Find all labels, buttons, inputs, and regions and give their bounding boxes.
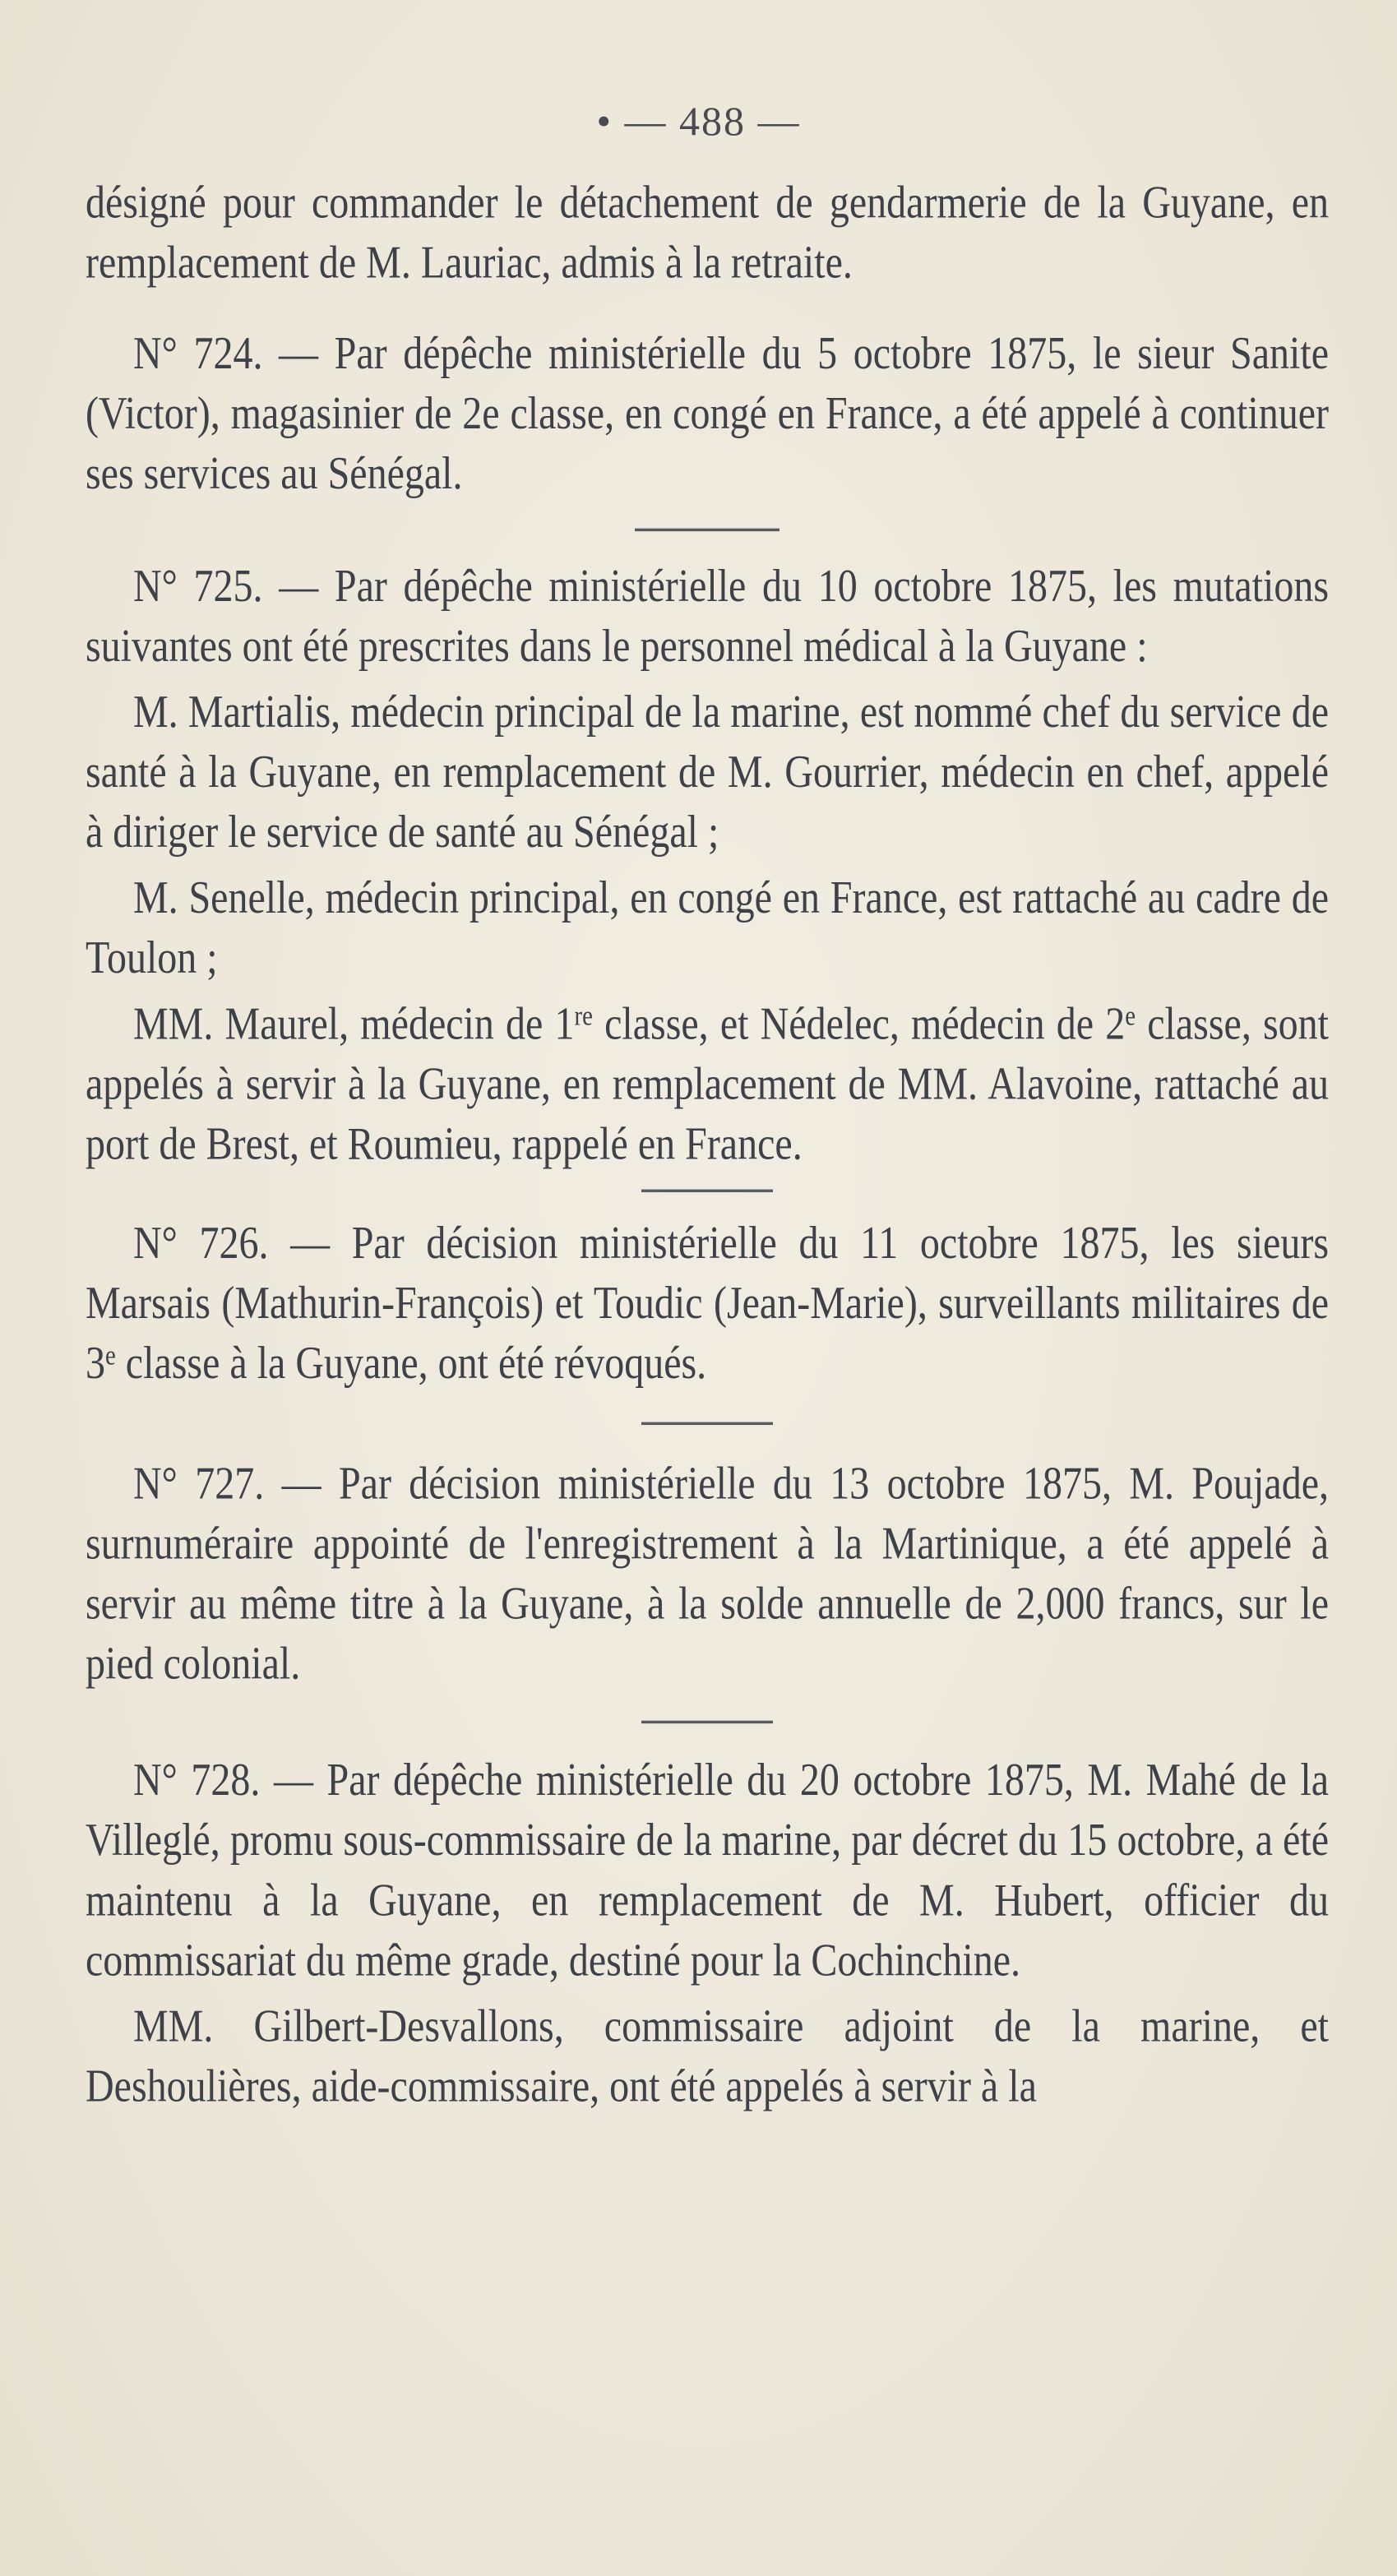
text-run: classe, et Nédelec, médecin de 2: [592, 998, 1126, 1050]
superscript: e: [1125, 1001, 1136, 1032]
text-run: N° 726. — Par décision ministérielle du 11 octobre 1875, les sieurs Marsais (Mathurin-François) et Toudic (Jean-Marie), surveillants militaires de 3: [86, 1218, 1329, 1389]
entry-728-gilbert-desvallons: MM. Gilbert-Desvallons, commissaire adjoint de la marine, et Deshoulières, aide-commissaire, ont été appelés à servir à la: [86, 2000, 1329, 2112]
section-rule: [635, 529, 779, 531]
section-rule: [641, 1721, 773, 1723]
body-text: [86, 173, 1329, 2116]
paragraph-continuation: désigné pour commander le détachement de gendarmerie de la Guyane, en remplacement de M. Lauriac, admis à la retraite.: [86, 177, 1329, 289]
page-number: • — 488 —: [596, 98, 801, 144]
superscript: re: [574, 1001, 593, 1032]
superscript: e: [105, 1340, 116, 1371]
entry-728: N° 728. — Par dépêche ministérielle du 20 octobre 1875, M. Mahé de la Villeglé, promu sous-commissaire de la marine, par décret du 15 octobre, a été maintenu à la Guyane, en remplacement de M. Hubert, officier du commissariat du même grade, destiné pour la Cochinchine.: [86, 1755, 1329, 1986]
text-run: classe, sont appelés à servir à la Guyane, en remplacement de MM. Alavoine, rattaché au port de Brest, et Roumieu, rappelé en France.: [86, 998, 1330, 1170]
entry-725-senelle: M. Senelle, médecin principal, en congé en France, est rattaché au cadre de Toulon ;: [86, 872, 1329, 983]
section-rule: [641, 1190, 773, 1192]
text-run: MM. Maurel, médecin de 1: [133, 998, 575, 1050]
entry-725-maurel: [86, 994, 1329, 1174]
entry-726: [86, 1214, 1329, 1394]
entry-725-martialis: M. Martialis, médecin principal de la marine, est nommé chef du service de santé à la Guyane, en remplacement de M. Gourrier, médecin en chef, appelé à diriger le service de santé au Sénégal ;: [86, 687, 1329, 858]
text-run: classe à la Guyane, ont été révoqués.: [115, 1338, 707, 1389]
section-rule: [641, 1422, 773, 1425]
entry-727: N° 727. — Par décision ministérielle du 13 octobre 1875, M. Poujade, surnuméraire appointé de l'enregistrement à la Martinique, a été appelé à servir au même titre à la Guyane, à la solde annuelle de 2,000 francs, sur le pied colonial.: [86, 1458, 1329, 1690]
entry-724: N° 724. — Par dépêche ministérielle du 5 octobre 1875, le sieur Sanite (Victor), magasinier de 2e classe, en congé en France, a été appelé à continuer ses services au Sénégal.: [86, 328, 1329, 499]
entry-725: N° 725. — Par dépêche ministérielle du 10 octobre 1875, les mutations suivantes ont été prescrites dans le personnel médical à la Guyane :: [86, 561, 1329, 672]
